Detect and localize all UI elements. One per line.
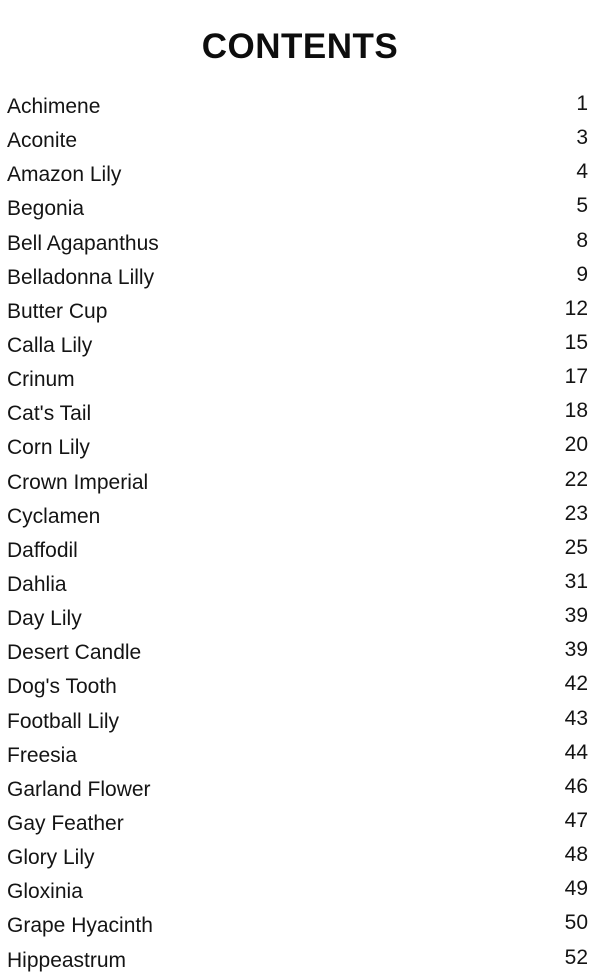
entry-page-number: 46 bbox=[564, 774, 588, 798]
toc-entry bbox=[0, 874, 600, 908]
entry-page-number: 20 bbox=[564, 433, 588, 457]
toc-entry bbox=[0, 191, 600, 225]
entry-name: Cyclamen bbox=[7, 504, 101, 528]
toc-entry bbox=[0, 772, 600, 806]
toc-entry bbox=[0, 806, 600, 840]
toc-entry bbox=[0, 943, 600, 977]
toc-entry bbox=[0, 226, 600, 260]
toc-entry bbox=[0, 328, 600, 362]
toc-entry bbox=[0, 738, 600, 772]
entry-page-number: 17 bbox=[564, 365, 588, 389]
toc-entry bbox=[0, 396, 600, 430]
page-title: CONTENTS bbox=[201, 27, 399, 67]
entry-name: Butter Cup bbox=[7, 299, 108, 323]
entry-page-number: 50 bbox=[564, 911, 588, 935]
entry-name: Daffodil bbox=[7, 538, 78, 562]
entry-page-number: 5 bbox=[576, 194, 588, 218]
toc-entry bbox=[0, 704, 600, 738]
entry-name: Crinum bbox=[7, 368, 75, 392]
entry-page-number: 31 bbox=[564, 569, 588, 593]
toc-entry bbox=[0, 465, 600, 499]
entry-page-number: 47 bbox=[564, 808, 588, 832]
entry-name: Corn Lily bbox=[7, 436, 90, 460]
toc-entry bbox=[0, 908, 600, 942]
toc-entry bbox=[0, 123, 600, 157]
entry-name: Dahlia bbox=[7, 572, 67, 596]
entry-name: Gloxinia bbox=[7, 880, 83, 904]
entry-page-number: 9 bbox=[576, 262, 588, 286]
entry-name: Dog's Tooth bbox=[7, 675, 117, 699]
toc-entry bbox=[0, 260, 600, 294]
entry-name: Achimene bbox=[7, 95, 101, 118]
toc-entry bbox=[0, 499, 600, 533]
entry-name: Bell Agapanthus bbox=[7, 231, 159, 255]
toc-entry bbox=[0, 362, 600, 396]
entry-name: Garland Flower bbox=[7, 777, 151, 801]
toc-entry bbox=[0, 669, 600, 703]
entry-page-number: 1 bbox=[576, 92, 588, 115]
toc-entry bbox=[0, 89, 600, 123]
toc-entry bbox=[0, 567, 600, 601]
entry-name: Calla Lily bbox=[7, 333, 93, 357]
entry-page-number: 22 bbox=[564, 467, 588, 491]
entry-page-number: 8 bbox=[576, 228, 588, 252]
entry-page-number: 52 bbox=[564, 945, 588, 969]
entry-page-number: 18 bbox=[564, 399, 588, 423]
entry-name: Hippeastrum bbox=[7, 948, 127, 972]
entry-page-number: 23 bbox=[564, 501, 588, 525]
toc-entry bbox=[0, 840, 600, 874]
entry-name: Glory Lily bbox=[7, 846, 95, 870]
entry-name: Belladonna Lilly bbox=[7, 265, 155, 289]
entry-name: Cat's Tail bbox=[7, 402, 92, 426]
entry-name: Amazon Lily bbox=[7, 163, 122, 187]
entry-page-number: 49 bbox=[564, 877, 588, 901]
entry-page-number: 44 bbox=[564, 740, 588, 764]
toc-entry bbox=[0, 601, 600, 635]
entry-page-number: 48 bbox=[564, 843, 588, 867]
entry-page-number: 15 bbox=[564, 330, 588, 354]
entry-name: Freesia bbox=[7, 743, 78, 767]
toc-entry bbox=[0, 294, 600, 328]
entry-name: Day Lily bbox=[7, 607, 82, 631]
entry-name: Football Lily bbox=[7, 709, 120, 733]
entry-page-number: 39 bbox=[564, 638, 588, 662]
toc-entry bbox=[0, 635, 600, 669]
entry-name: Gay Feather bbox=[7, 811, 124, 835]
entry-page-number: 25 bbox=[564, 535, 588, 559]
entry-page-number: 42 bbox=[564, 672, 588, 696]
entry-page-number: 3 bbox=[576, 126, 588, 150]
entry-name: Crown Imperial bbox=[7, 470, 149, 494]
entry-page-number: 43 bbox=[564, 706, 588, 730]
entry-name: Grape Hyacinth bbox=[7, 914, 153, 938]
entry-page-number: 39 bbox=[564, 604, 588, 628]
entry-page-number: 12 bbox=[564, 296, 588, 320]
entry-name: Aconite bbox=[7, 129, 78, 153]
entry-name: Desert Candle bbox=[7, 641, 142, 665]
toc-entry bbox=[0, 157, 600, 191]
entry-name: Begonia bbox=[7, 197, 85, 221]
toc-entry bbox=[0, 430, 600, 464]
entry-page-number: 4 bbox=[576, 160, 588, 184]
table-of-contents bbox=[0, 89, 600, 977]
toc-entry bbox=[0, 533, 600, 567]
